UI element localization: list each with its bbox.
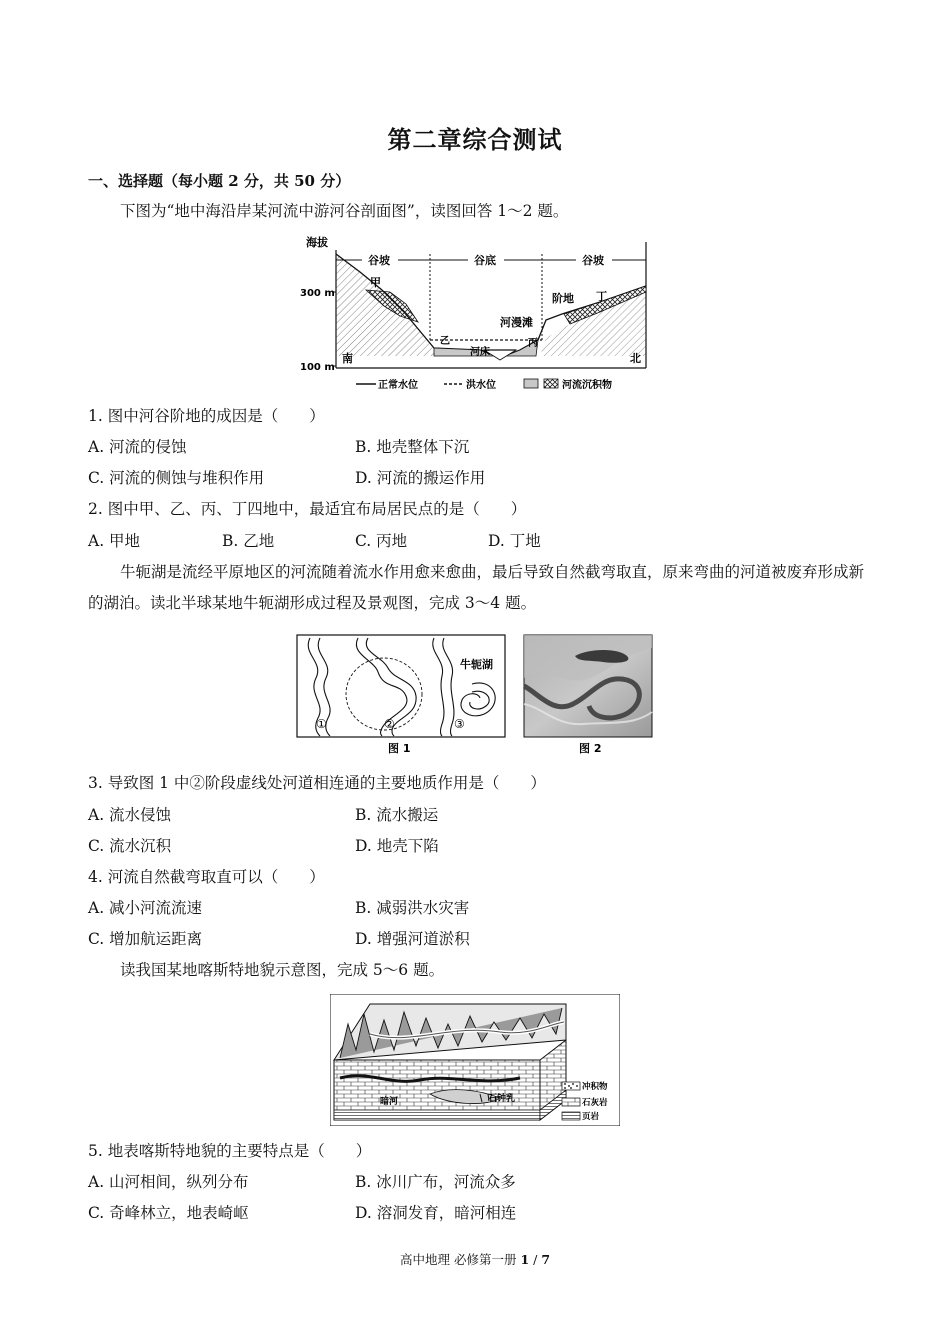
stage-1-label: ①: [316, 717, 327, 731]
q4-option-d: D. 增强河道淤积: [355, 930, 470, 948]
q2-option-c: C. 丙地: [355, 532, 408, 550]
legend-flood: 洪水位: [466, 380, 496, 391]
q1-option-b: B. 地壳整体下沉: [355, 438, 470, 456]
oxbow-formation-figure: [296, 634, 506, 756]
q5-option-b: B. 冰川广布，河流众多: [355, 1173, 516, 1191]
label-riverbed: 河床: [470, 347, 490, 358]
intro-3: 读我国某地喀斯特地貌示意图，完成 5～6 题。: [120, 961, 445, 979]
q5-option-c: C. 奇峰林立，地表崎岖: [88, 1204, 249, 1222]
footer-page: 1: [520, 1252, 530, 1267]
label-south: 南: [342, 352, 353, 365]
q2-option-b: B. 乙地: [222, 532, 275, 550]
q4-stem: 4. 河流自然截弯取直可以（ ）: [88, 868, 325, 886]
label-floodplain: 河漫滩: [500, 316, 533, 329]
legend-alluvium: 冲积物: [582, 1082, 608, 1092]
label-yi: 乙: [440, 336, 450, 347]
q4-option-b: B. 减弱洪水灾害: [355, 899, 470, 917]
label-dark-river: 暗河: [380, 1097, 399, 1107]
page-footer: [0, 1250, 950, 1268]
footer-sep: /: [529, 1252, 542, 1267]
q5-option-d: D. 溶洞发育，暗河相连: [355, 1204, 517, 1222]
q3-option-c: C. 流水沉积: [88, 837, 172, 855]
oxbow-photo-figure: [523, 634, 653, 756]
tick-300: 300 m: [300, 288, 335, 299]
q3-option-a: A. 流水侵蚀: [88, 806, 172, 824]
q1-option-a: A. 河流的侵蚀: [88, 438, 187, 456]
intro-2: 牛轭湖是流经平原地区的河流随着流水作用愈来愈曲，最后导致自然截弯取直，原来弯曲的河道被废弃形成新的湖泊。读北半球某地牛轭湖形成过程及景观图，完成 3～4 题。: [88, 563, 865, 612]
intro-1: 下图为“地中海沿岸某河流中游河谷剖面图”，读图回答 1～2 题。: [120, 202, 569, 220]
legend-normal: 正常水位: [378, 380, 418, 391]
label-north: 北: [630, 352, 641, 365]
valley-profile-figure: [300, 232, 650, 394]
legend-sediment: 河流沉积物: [562, 380, 612, 391]
stage-3-label: ③: [454, 717, 465, 731]
q3-option-b: B. 流水搬运: [355, 806, 439, 824]
zone-right-label: 谷坡: [582, 254, 604, 267]
q4-option-c: C. 增加航运距离: [88, 930, 203, 948]
section-heading: 一、选择题（每小题 2 分，共 50 分）: [88, 172, 351, 190]
caption-fig2: 图 2: [579, 742, 602, 755]
footer-total: 7: [541, 1252, 551, 1267]
q2-option-d: D. 丁地: [488, 532, 541, 550]
q5-stem: 5. 地表喀斯特地貌的主要特点是（ ）: [88, 1142, 372, 1160]
footer-book: 高中地理 必修第一册: [399, 1252, 521, 1267]
label-bing: 丙: [528, 338, 538, 349]
q4-option-a: A. 减小河流流速: [88, 899, 203, 917]
q1-option-c: C. 河流的侧蚀与堆积作用: [88, 469, 265, 487]
label-stalactite: 石钟乳: [488, 1094, 516, 1104]
label-oxbow-lake: 牛轭湖: [460, 658, 493, 671]
tick-100: 100 m: [300, 362, 335, 373]
legend-shale: 页岩: [582, 1112, 600, 1122]
stage-2-label: ②: [384, 717, 395, 731]
karst-block-figure: [330, 994, 620, 1126]
page-title: 第二章综合测试: [387, 125, 563, 154]
q2-option-a: A. 甲地: [88, 532, 141, 550]
legend-limestone: 石灰岩: [582, 1098, 608, 1108]
y-axis-label: 海拔: [306, 236, 328, 249]
label-terrace: 阶地: [552, 292, 574, 305]
zone-left-label: 谷坡: [368, 254, 390, 267]
zone-mid-label: 谷底: [474, 254, 496, 267]
q5-option-a: A. 山河相间，纵列分布: [88, 1173, 249, 1191]
label-ding: 丁: [596, 290, 607, 303]
q1-option-d: D. 河流的搬运作用: [355, 469, 486, 487]
caption-fig1: 图 1: [388, 742, 411, 755]
q1-stem: 1. 图中河谷阶地的成因是（ ）: [88, 407, 325, 425]
q3-stem: 3. 导致图 1 中②阶段虚线处河道相连通的主要地质作用是（ ）: [88, 774, 546, 792]
q3-option-d: D. 地壳下陷: [355, 837, 439, 855]
q2-stem: 2. 图中甲、乙、丙、丁四地中，最适宜布局居民点的是（ ）: [88, 500, 527, 518]
label-jia: 甲: [370, 276, 381, 289]
